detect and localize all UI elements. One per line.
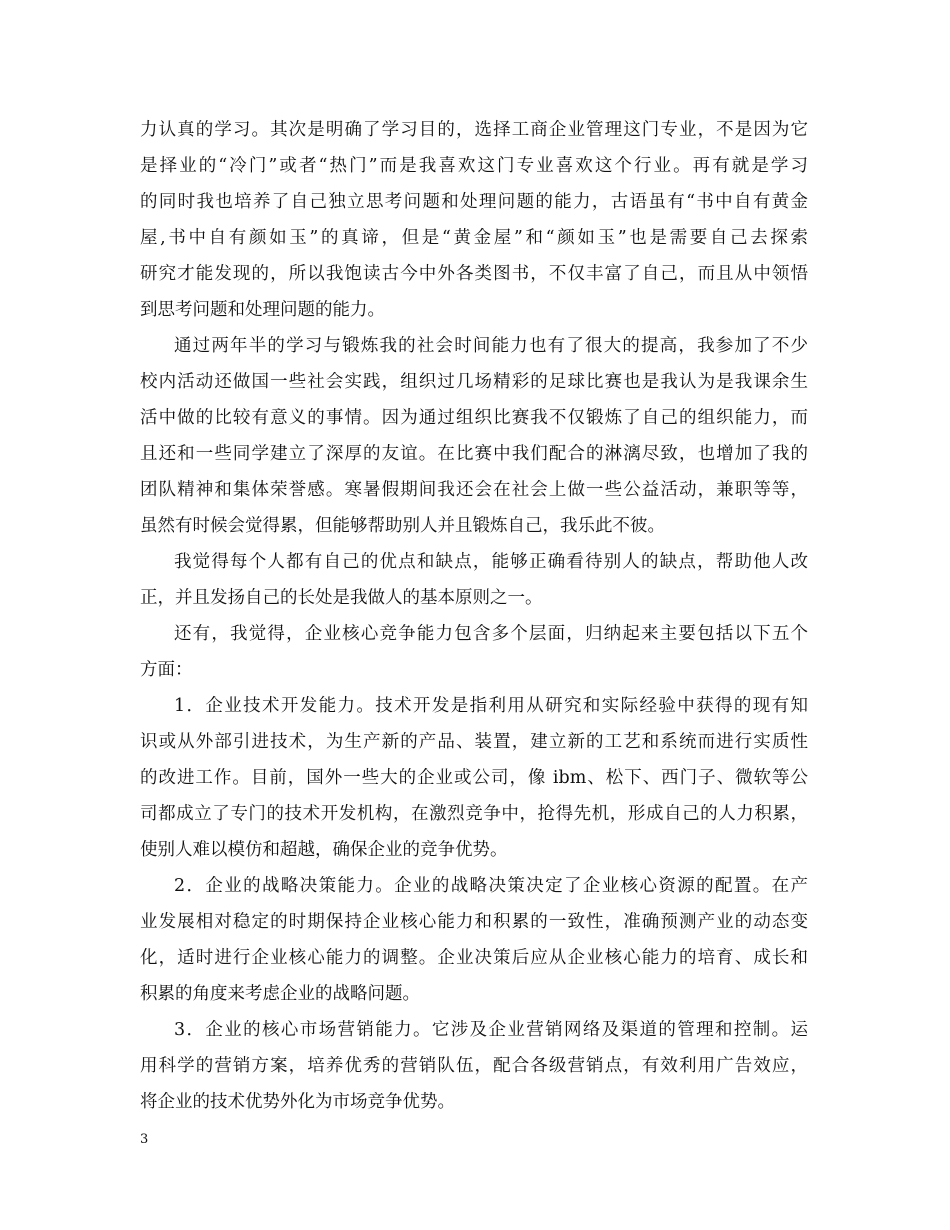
text-line: 屋,书中自有颜如玉”的真谛，但是“黄金屋”和“颜如玉”也是需要自己去探索 <box>140 228 808 248</box>
text-line: 且还和一些同学建立了深厚的友谊。在比赛中我们配合的淋漓尽致，也增加了我的 <box>140 444 808 464</box>
text-line: 业发展相对稳定的时期保持企业核心能力和积累的一致性，准确预测产业的动态变 <box>140 912 808 932</box>
text-line: 力认真的学习。其次是明确了学习目的，选择工商企业管理这门专业，不是因为它 <box>140 120 808 140</box>
text-line: 的改进工作。目前，国外一些大的企业或公司，像 ibm、松下、西门子、微软等公 <box>140 768 808 788</box>
text-line: 团队精神和集体荣誉感。寒暑假期间我还会在社会上做一些公益活动，兼职等等， <box>140 480 808 500</box>
list-item-first-line: 1．企业技术开发能力。技术开发是指利用从研究和实际经验中获得的现有知 <box>174 696 808 716</box>
list-item-first-line: 3．企业的核心市场营销能力。它涉及企业营销网络及渠道的管理和控制。运 <box>174 1020 808 1040</box>
text-line: 研究才能发现的，所以我饱读古今中外各类图书，不仅丰富了自己，而且从中领悟 <box>140 264 808 284</box>
text-line: 用科学的营销方案，培养优秀的营销队伍，配合各级营销点，有效利用广告效应， <box>140 1056 808 1076</box>
text-line: 活中做的比较有意义的事情。因为通过组织比赛我不仅锻炼了自己的组织能力，而 <box>140 408 808 428</box>
paragraph-first-line: 还有，我觉得，企业核心竞争能力包含多个层面，归纳起来主要包括以下五个 <box>174 624 808 644</box>
text-line: 虽然有时候会觉得累，但能够帮助别人并且锻炼自己，我乐此不彼。 <box>140 516 665 536</box>
text-line: 积累的角度来考虑企业的战略问题。 <box>140 984 420 1004</box>
text-line: 的同时我也培养了自己独立思考问题和处理问题的能力，古语虽有“书中自有黄金 <box>140 192 808 212</box>
paragraph-first-line: 我觉得每个人都有自己的优点和缺点，能够正确看待别人的缺点，帮助他人改 <box>174 552 808 572</box>
page-number: 3 <box>140 1132 149 1147</box>
paragraph-first-line: 通过两年半的学习与锻炼我的社会时间能力也有了很大的提高，我参加了不少 <box>174 336 808 356</box>
text-line: 使别人难以模仿和超越，确保企业的竞争优势。 <box>140 840 508 860</box>
text-line: 化，适时进行企业核心能力的调整。企业决策后应从企业核心能力的培育、成长和 <box>140 948 808 968</box>
body-text <box>140 112 808 1120</box>
text-line: 将企业的技术优势外化为市场竞争优势。 <box>140 1092 455 1112</box>
text-line: 到思考问题和处理问题的能力。 <box>140 300 385 320</box>
text-line: 是择业的“冷门”或者“热门”而是我喜欢这门专业喜欢这个行业。再有就是学习 <box>140 156 808 176</box>
text-line: 校内活动还做国一些社会实践，组织过几场精彩的足球比赛也是我认为是我课余生 <box>140 372 808 392</box>
text-line: 方面： <box>140 660 193 680</box>
text-line: 正，并且发扬自己的长处是我做人的基本原则之一。 <box>140 588 543 608</box>
list-item-first-line: 2．企业的战略决策能力。企业的战略决策决定了企业核心资源的配置。在产 <box>174 876 808 896</box>
text-line: 司都成立了专门的技术开发机构，在激烈竞争中，抢得先机，形成自己的人力积累， <box>140 804 808 824</box>
text-line: 识或从外部引进技术，为生产新的产品、装置，建立新的工艺和系统而进行实质性 <box>140 732 808 752</box>
